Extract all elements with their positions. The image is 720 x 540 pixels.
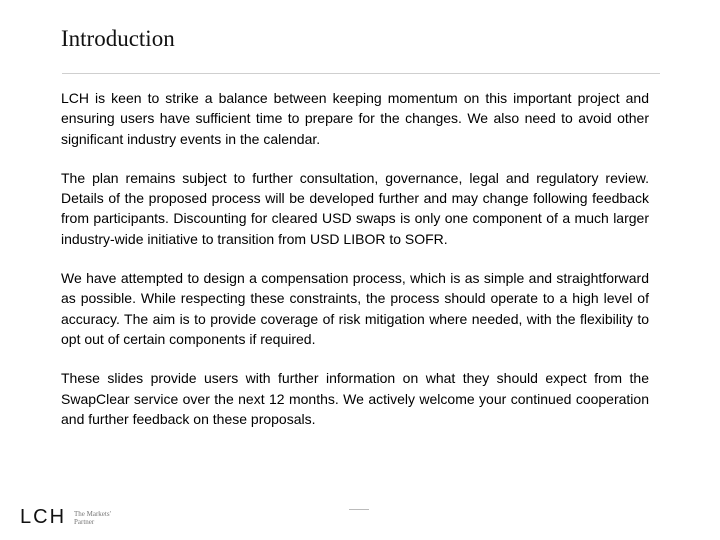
lch-logo	[20, 506, 118, 529]
slide-body	[61, 88, 649, 448]
paragraph-3: We have attempted to design a compensation process, which is as simple and straightforward as possible. While respecting these constraints, the process should operate to a high level of accuracy. The aim is to provide coverage of risk mitigation where needed, with the flexibility to opt out of certain components if required.	[61, 270, 649, 347]
page-number-mark	[349, 509, 369, 510]
slide-title: Introduction	[61, 26, 175, 51]
paragraph-1: LCH is keen to strike a balance between keeping momentum on this important project and ensuring users have sufficient time to prepare for the changes. We also need to avoid other significant industry events in the calendar.	[61, 90, 649, 147]
paragraph-2: The plan remains subject to further consultation, governance, legal and regulatory review. Details of the proposed process will be developed further and may change following feedback from participants. Discounting for cleared USD swaps is only one component of a much larger industry-wide initiative to transition from USD LIBOR to SOFR.	[61, 169, 649, 247]
paragraph-4: These slides provide users with further information on what they should expect from the SwapClear service over the next 12 months. We actively welcome your continued cooperation and further feedback on these proposals.	[61, 370, 649, 427]
logo-tagline: The Markets' Partner	[74, 509, 111, 526]
title-divider	[62, 73, 660, 74]
lch-logo-text: LCH	[20, 506, 67, 528]
